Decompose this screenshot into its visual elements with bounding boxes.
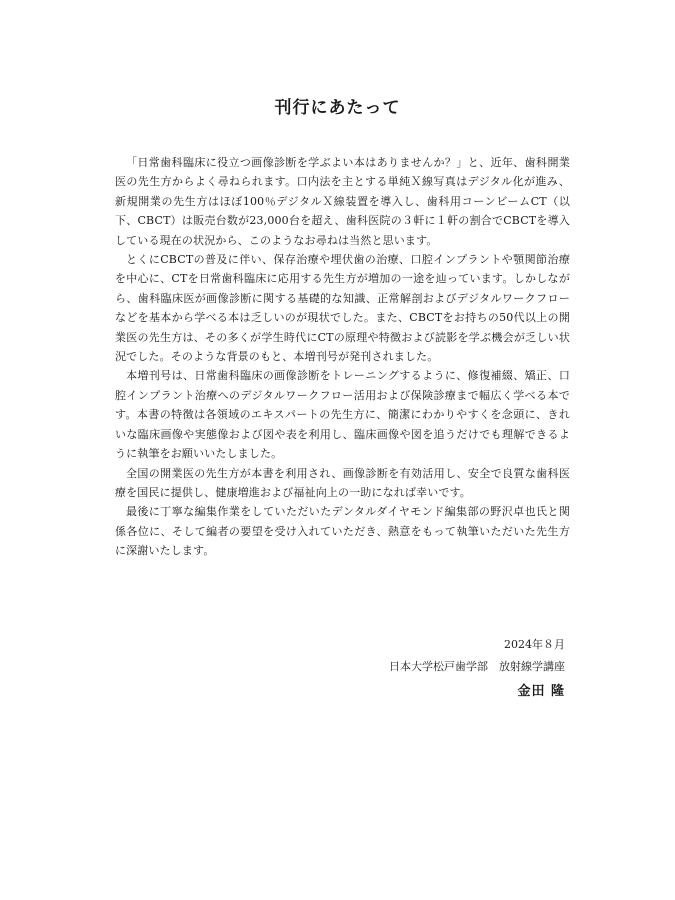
- paragraph: とくにCBCTの普及に伴い、保存治療や埋伏歯の治療、口腔インプラントや顎関節治療を中心に、CTを日常歯科臨床に応用する先生方が増加の一途を辿っています。しかしながら、歯科臨床医が画像診断に関する基礎的な知識、正常解剖およびデジタルワークフローなどを基本から学べる本は乏しいのが現状でした。また、CBCTをお持ちの50代以上の開業医の先生方は、その多くが学生時代にCTの原理や特徴および読影を学ぶ機会が乏しい状況でした。そのような背景のもと、本増刊号が発刊されました。: [115, 253, 570, 364]
- author-affiliation: 日本大学松戸歯学部 放射線学講座: [389, 660, 565, 673]
- paragraph: 全国の開業医の先生方が本書を利用され、画像診断を有効活用し、安全で良質な歯科医療を国民に提供し、健康増進および福祉向上の一助になれば幸いです。: [115, 466, 570, 499]
- paragraph: 本増刊号は、日常歯科臨床の画像診断をトレーニングするように、修復補綴、矯正、口腔インプラント治療へのデジタルワークフロー活用および保険診療まで幅広く学べる本です。本書の特徴は各領域のエキスパートの先生方に、簡潔にわかりやすくを念頭に、きれいな臨床画像や実態像および図や表を利用し、臨床画像や図を追うだけでも理解できるように執筆をお願いいたしました。: [115, 369, 570, 461]
- signature-block: [389, 634, 565, 703]
- paragraph: 最後に丁寧な編集作業をしていただいたデンタルダイヤモンド編集部の野沢卓也氏と関係各位に、そして編者の要望を受け入れていただき、熱意をもって執筆いただいた先生方に深謝いたします。: [115, 505, 570, 558]
- publication-date: 2024年８月: [504, 638, 565, 651]
- document-title: 刊行にあたって: [274, 98, 401, 118]
- paragraph: 「日常歯科臨床に役立つ画像診断を学ぶよい本はありませんか？」と、近年、歯科開業医の先生方からよく尋ねられます。口内法を主とする単純Ｘ線写真はデジタル化が進み、新規開業の先生方はほぼ100％デジタルＸ線装置を導入し、歯科用コーンビームCT（以下、CBCT）は販売台数が23,000台を超え、歯科医院の３軒に１軒の割合でCBCTを導入している現在の状況から、このようなお尋ねは当然と思います。: [115, 156, 570, 247]
- body-text: [115, 153, 570, 561]
- author-name: 金田 隆: [517, 684, 565, 699]
